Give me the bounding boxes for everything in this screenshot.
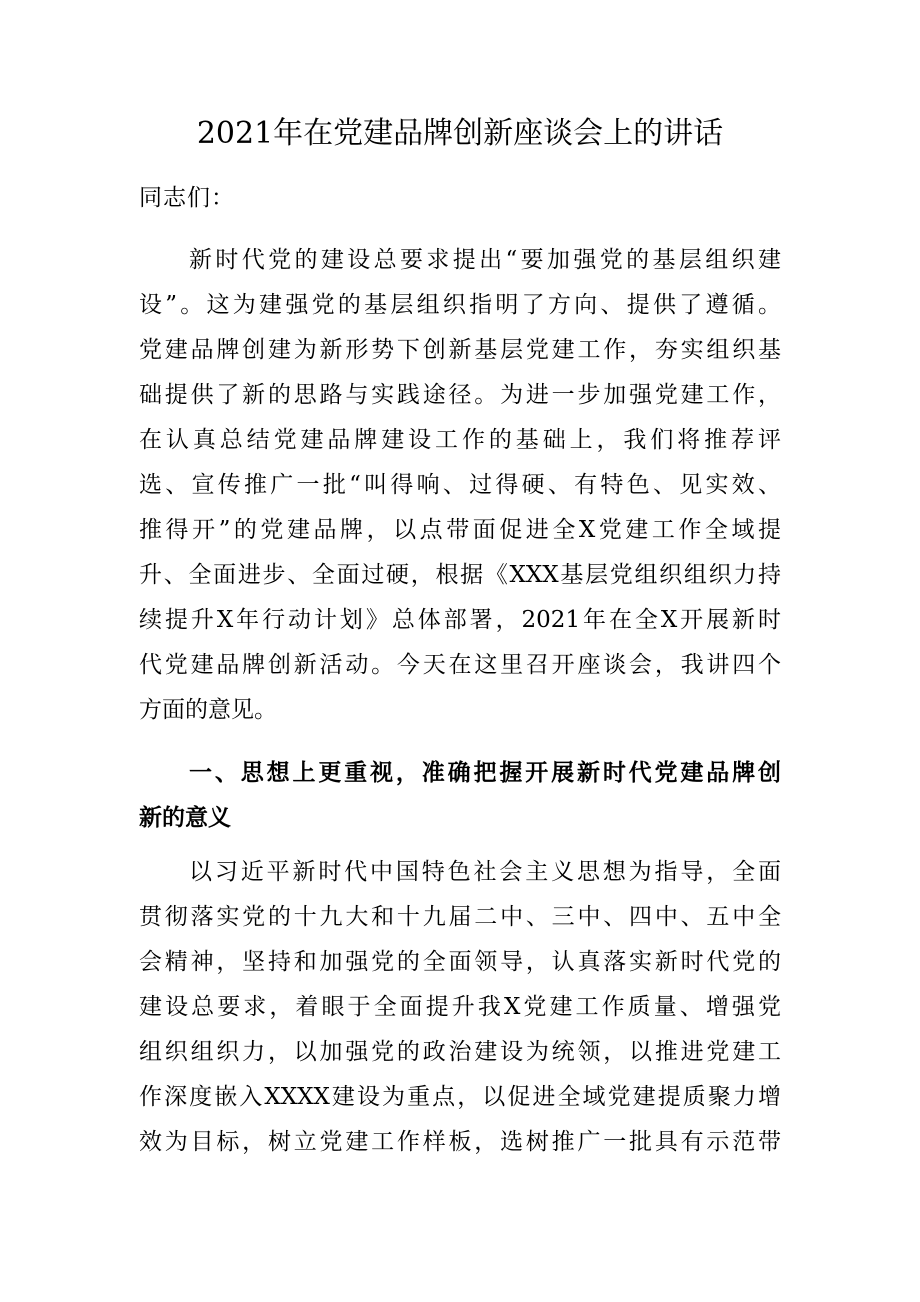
paragraph-line: 续提升X年行动计划》总体部署，2021年在全X开展新时 bbox=[139, 607, 781, 633]
paragraph-line: 选、宣传推广一批“叫得响、过得硬、有特色、见实效、 bbox=[139, 472, 781, 498]
paragraph-line: 贯彻落实党的十九大和十九届二中、三中、四中、五中全 bbox=[139, 904, 781, 930]
paragraph-line: 组织组织力，以加强党的政治建设为统领，以推进党建工 bbox=[139, 1039, 781, 1065]
paragraph-line: 新时代党的建设总要求提出“要加强党的基层组织建 bbox=[189, 247, 781, 273]
paragraph-line: 推得开”的党建品牌，以点带面促进全X党建工作全域提 bbox=[139, 517, 781, 543]
paragraph-line: 党建品牌创建为新形势下创新基层党建工作，夯实组织基 bbox=[139, 337, 781, 363]
paragraph-line: 础提供了新的思路与实践途径。为进一步加强党建工作， bbox=[139, 382, 781, 408]
paragraph-line: 方面的意见。 bbox=[139, 697, 277, 723]
paragraph-line: 在认真总结党建品牌建设工作的基础上，我们将推荐评 bbox=[139, 427, 781, 453]
paragraph-line: 效为目标，树立党建工作样板，选树推广一批具有示范带 bbox=[139, 1129, 781, 1155]
heading-line: 新的意义 bbox=[139, 805, 231, 831]
paragraph-line: 会精神，坚持和加强党的全面领导，认真落实新时代党的 bbox=[139, 949, 781, 975]
paragraph-line: 设”。这为建强党的基层组织指明了方向、提供了遵循。 bbox=[139, 292, 781, 318]
paragraph-line: 升、全面进步、全面过硬，根据《XXX基层党组织组织力持 bbox=[139, 562, 781, 588]
paragraph-line: 建设总要求，着眼于全面提升我X党建工作质量、增强党 bbox=[139, 994, 781, 1020]
paragraph-line: 代党建品牌创新活动。今天在这里召开座谈会，我讲四个 bbox=[139, 652, 781, 678]
salutation: 同志们： bbox=[139, 185, 235, 211]
paragraph-line: 以习近平新时代中国特色社会主义思想为指导，全面 bbox=[189, 859, 781, 885]
document-title: 2021年在党建品牌创新座谈会上的讲话 bbox=[196, 116, 724, 151]
paragraph-line: 作深度嵌入XXXX建设为重点，以促进全域党建提质聚力增 bbox=[139, 1084, 781, 1110]
heading-line: 一、思想上更重视，准确把握开展新时代党建品牌创 bbox=[189, 760, 781, 786]
